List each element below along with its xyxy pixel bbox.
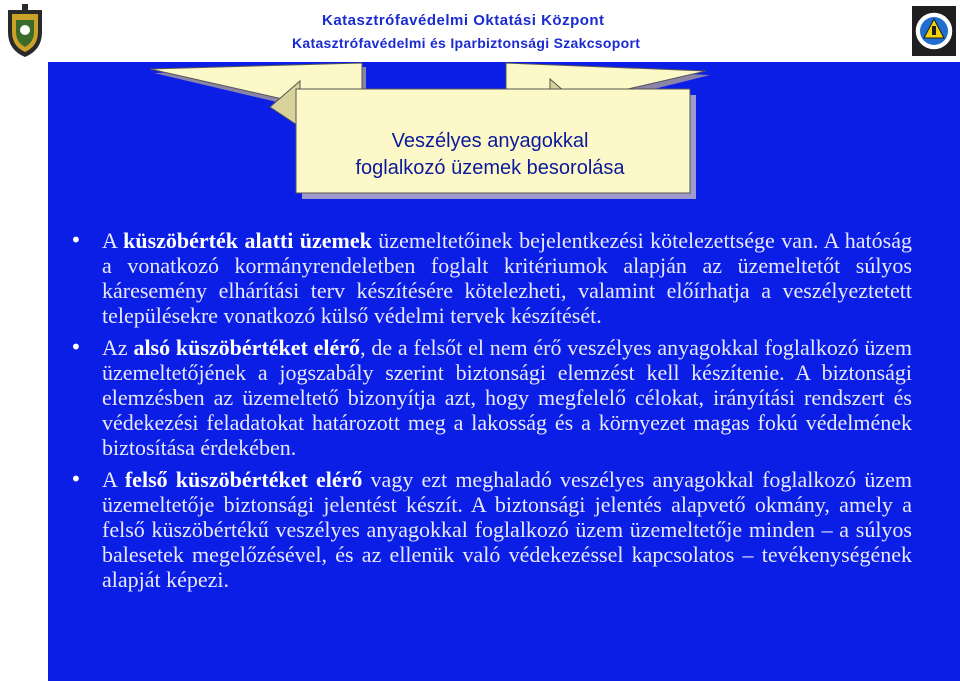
left-margin-strip [0, 0, 48, 681]
list-item [62, 467, 912, 592]
bullet-icon: • [70, 467, 82, 491]
bullet-icon: • [70, 335, 82, 359]
org-subtitle: Katasztrófavédelmi és Iparbiztonsági Szakcsoport [292, 35, 641, 51]
org-title: Katasztrófavédelmi Oktatási Központ [322, 12, 605, 29]
banner-title-line-1: Veszélyes anyagokkal [391, 130, 589, 152]
item-text-pre: A [102, 467, 125, 492]
item-highlight: felső küszöbértéket elérő [124, 467, 363, 492]
bullet-icon: • [70, 228, 82, 252]
banner-title-line-2: foglalkozó üzemek besorolása [355, 157, 625, 179]
header-bar [0, 0, 960, 62]
list-item [62, 335, 912, 460]
banner-title [300, 128, 680, 182]
item-text-post: vagy ezt meghaladó veszélyes anyagokkal foglalkozó üzem üzemeltetője biztonsági jelentést készít. A biztonsági jelentés alapvető okmány, amely a felső küszöbértékű veszélyes anyagokkal foglalkozó üzem üzemeltetője minden – a súlyos balesetek megelőzésével, és az ellenük való védekezéssel kapcsolatos – tevékenységének alapját képezi. [102, 467, 912, 592]
item-text-pre: Az [102, 335, 134, 360]
emblem-logo-icon [910, 2, 958, 60]
crest-logo-icon [2, 2, 48, 60]
list-item [62, 228, 912, 328]
item-highlight: küszöbérték alatti üzemek [123, 228, 372, 253]
bullet-list [62, 228, 912, 599]
item-highlight: alsó küszöbértéket elérő [133, 335, 361, 360]
item-text-pre: A [102, 228, 124, 253]
item-text-post: , de a felsőt el nem érő veszélyes anyagokkal foglalkozó üzem üzemeltetőjének a jogszabály szerint biztonsági elemzést kell készítenie. A biztonsági elemzésben az üzemeltető bizonyítja azt, hogy megfelelő célokat, irányítási rendszert és védekezési feladatokat határozott meg a lakosság és a környezet magas fokú védelmének biztosítása érdekében. [102, 335, 912, 460]
item-text-post: üzemeltetőinek bejelentkezési kötelezettsége van. A hatóság a vonatkozó kormányrendeletben foglalt kritériumok alapján az üzemeltetőt súlyos káresemény elhárítási terv készítésére kötelezheti, valamint előírhatja a veszélyeztetett településekre vonatkozó külső védelmi tervek készítését. [102, 228, 912, 328]
